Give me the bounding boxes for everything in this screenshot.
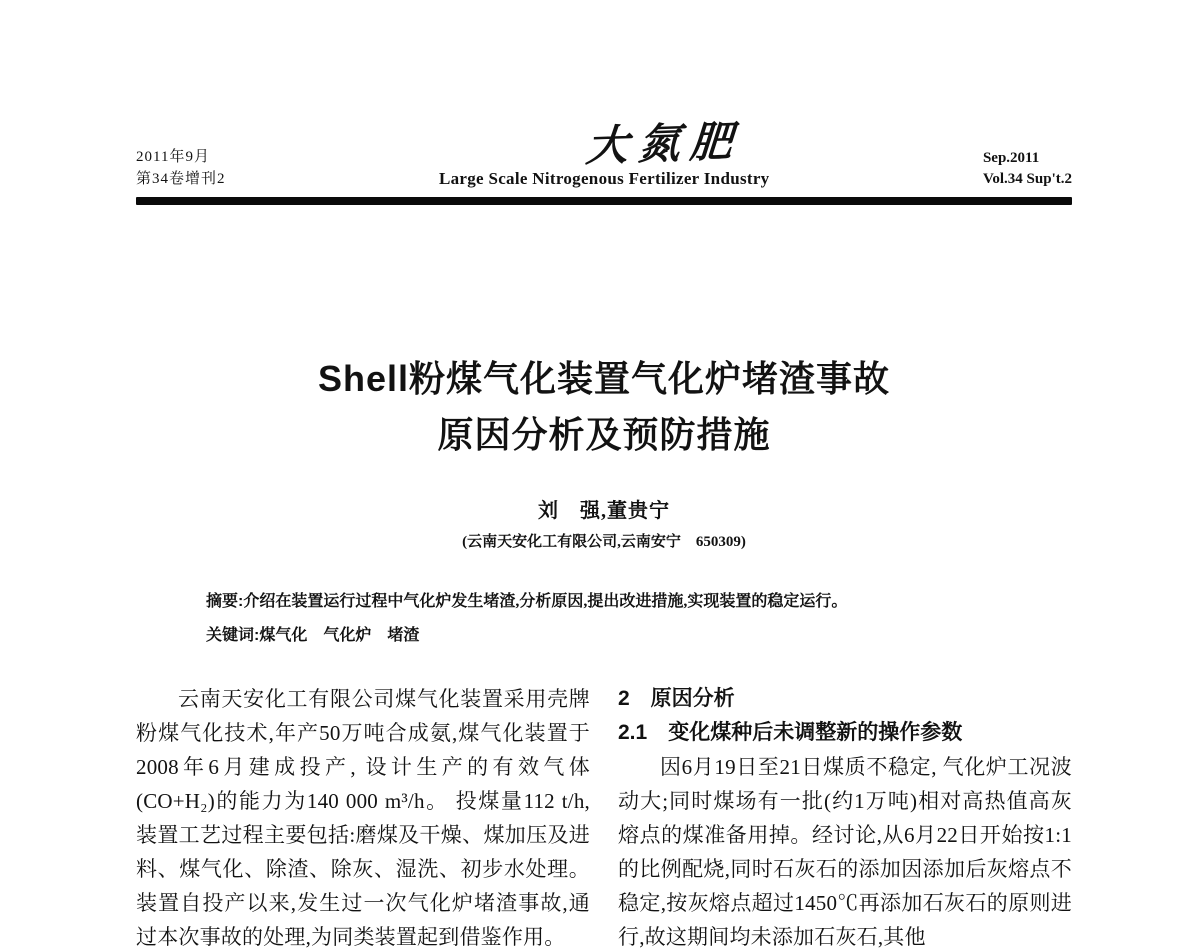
right-column [618, 682, 1072, 952]
keywords-label: 关键词: [206, 627, 260, 644]
abstract [136, 589, 1072, 614]
journal-logo-calligraphy: 大氮肥 [584, 119, 744, 171]
affiliation: (云南天安化工有限公司,云南安宁 650309) [462, 534, 746, 550]
journal-issue-info-en [983, 148, 1072, 190]
journal-volume-cn: 第34卷增刊2 [136, 171, 226, 187]
section-2-heading: 2 原因分析 [618, 687, 735, 710]
authors: 刘 强,董贵宁 [538, 500, 670, 522]
abstract-label: 摘要: [206, 593, 244, 610]
header-rule [136, 197, 1072, 205]
article-title-line2: 原因分析及预防措施 [437, 414, 771, 455]
body-columns [136, 682, 1072, 952]
left-column [136, 682, 590, 952]
journal-header [136, 0, 1072, 190]
journal-date-en: Sep.2011 [982, 150, 1040, 166]
article-title [136, 351, 1072, 463]
article-title-line1: Shell粉煤气化装置气化炉堵渣事故 [317, 358, 891, 399]
journal-name-en: Large Scale Nitrogenous Fertilizer Industry [438, 169, 770, 188]
section-2-1-heading: 2.1 变化煤种后未调整新的操作参数 [618, 721, 963, 744]
abstract-text: 介绍在装置运行过程中气化炉发生堵渣,分析原因,提出改进措施,实现装置的稳定运行。 [243, 593, 848, 610]
journal-masthead [226, 119, 983, 190]
keywords [136, 623, 1072, 648]
section-2-1-paragraph: 因6月19日至21日煤质不稳定, 气化炉工况波动大;同时煤场有一批(约1万吨)相对高热值高灰熔点的煤准备用掉。经讨论,从6月22日开始按1:1的比例配烧,同时石灰石的添加因添加后灰熔点不稳定,按灰熔点超过1450℃再添加石灰石的原则进行,故这期间均未添加石灰石,其他 [618, 755, 1072, 949]
journal-volume-en: Vol.34 Sup't.2 [982, 171, 1072, 187]
intro-paragraph: 云南天安化工有限公司煤气化装置采用壳牌粉煤气化技术,年产50万吨合成氨,煤气化装置于2008年6月建成投产, 设计生产的有效气体(CO+H₂)的能力为140 000 m³/h。 投煤量112 t/h,装置工艺过程主要包括:磨煤及干燥、煤加压及进料、煤气化、除渣、除灰、湿洗、初步水处理。装置自投产以来,发生过一次气化炉堵渣事故,通过本次事故的处理,为同类装置起到借鉴作用。 [136, 687, 590, 949]
journal-date-cn: 2011年9月 [136, 149, 210, 165]
journal-issue-info-cn [136, 146, 226, 190]
keywords-text: 煤气化 气化炉 堵渣 [259, 627, 420, 644]
